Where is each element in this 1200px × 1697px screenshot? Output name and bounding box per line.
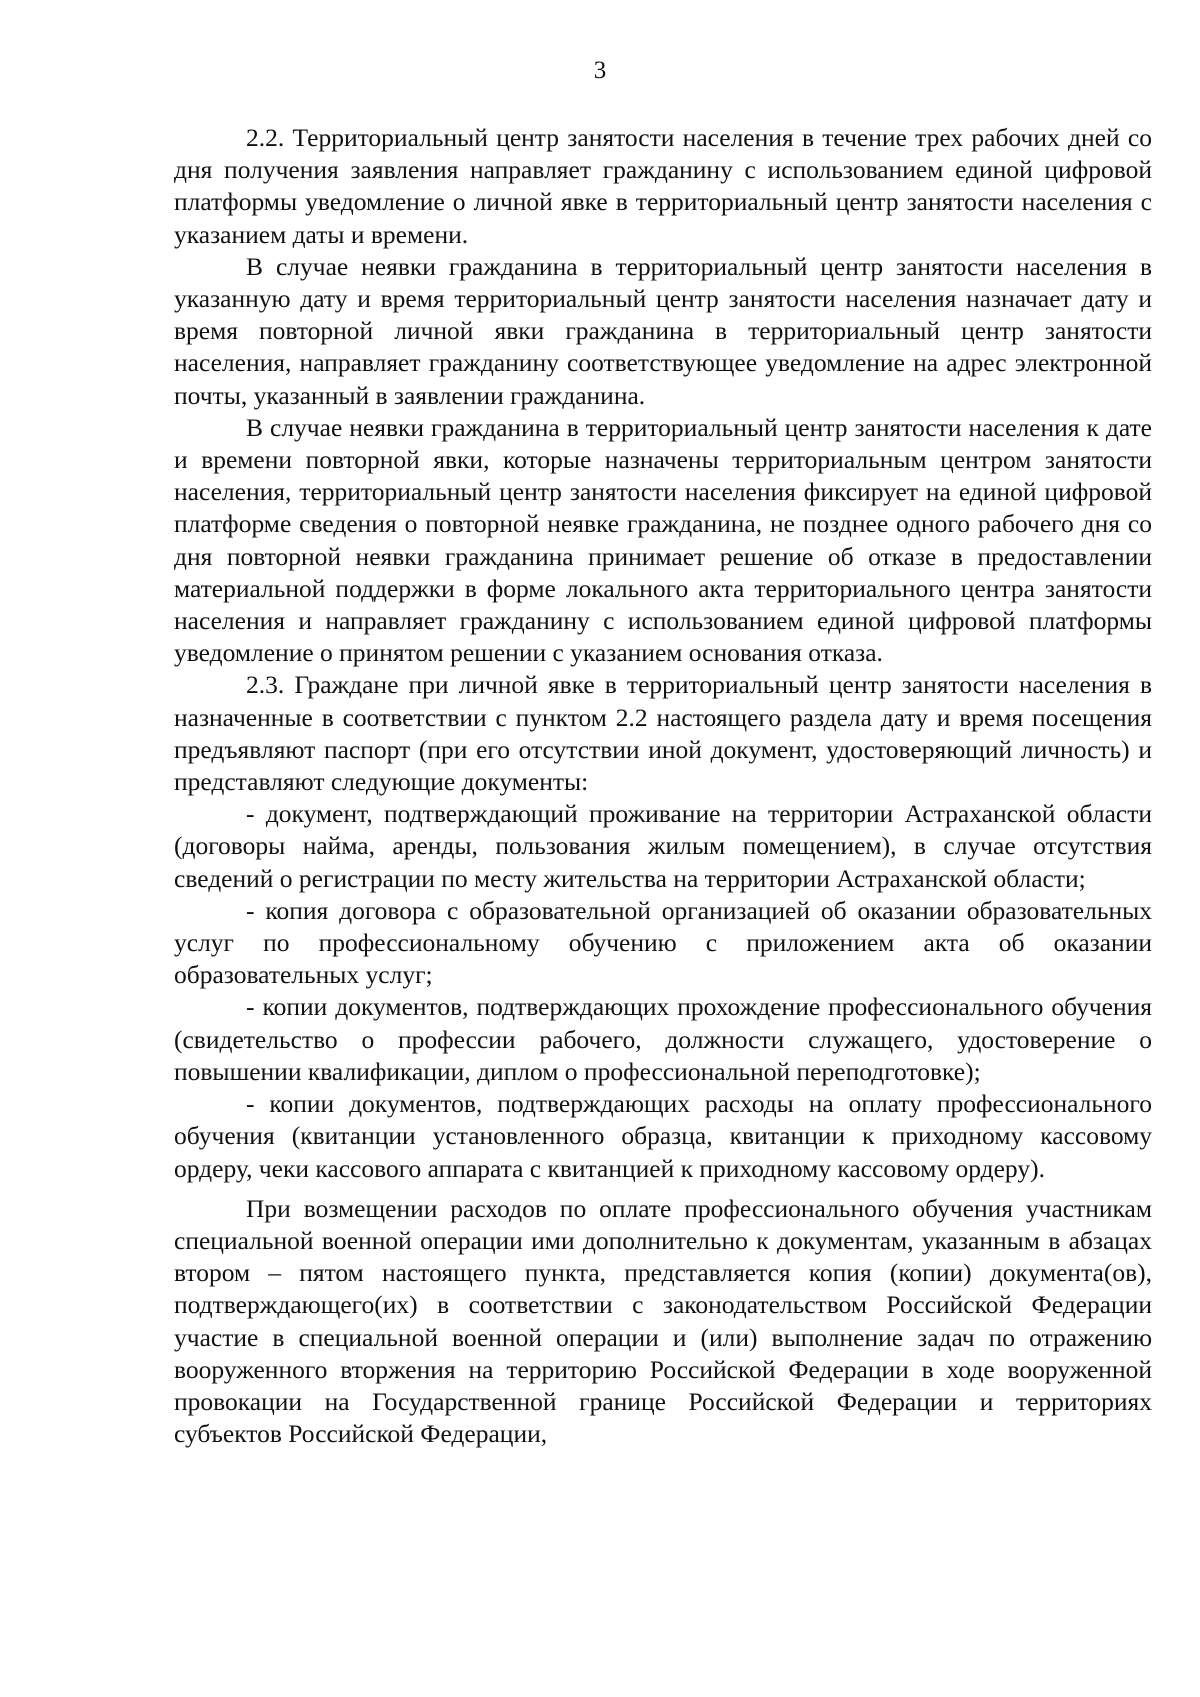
list-item-training-completion: - копии документов, подтверждающих прохождение профессионального обучения (свидетельство о профессии рабочего, должности служащего, удостоверение о повышении квалификации, диплом о профессиональной переподготовке);	[174, 992, 1152, 1086]
list-item-payment-documents: - копии документов, подтверждающих расходы на оплату профессионального обучения (квитанции установленного образца, квитанции к приходному кассовому ордеру, чеки кассового аппарата с квитанцией к приходному кассовому ордеру).	[174, 1089, 1152, 1183]
list-item-education-contract: - копия договора с образовательной организацией об оказании образовательных услуг по профессиональному обучению с приложением акта об оказании образовательных услуг;	[174, 895, 1152, 990]
paragraph-svo-participants: При возмещении расходов по оплате профессионального обучения участникам специальной военной операции ими дополнительно к документам, указанным в абзацах втором – пятом настоящего пункта, представляется копия (копии) документа(ов), подтверждающего(их) в соответствии с законодательством Российской Федерации участие в специальной военной операции и (или) выполнение задач по отражению вооруженного вторжения на территорию Российской Федерации в ходе вооруженной провокации на Государственной границе Российской Федерации и территориях субъектов Российской Федерации,	[174, 1193, 1152, 1449]
paragraph-no-show: В случае неявки гражданина в территориальный центр занятости населения в указанную дату и время территориальный центр занятости населения назначает дату и время повторной личной явки гражданина в территориальный центр занятости населения, направляет гражданину соответствующее уведомление на адрес электронной почты, указанный в заявлении гражданина.	[174, 251, 1152, 410]
page-number: 3	[593, 57, 607, 84]
paragraph-2-2: 2.2. Территориальный центр занятости населения в течение трех рабочих дней со дня получения заявления направляет гражданину с использованием единой цифровой платформы уведомление о личной явке в территориальный центр занятости населения с указанием даты и времени.	[174, 123, 1152, 249]
document-body	[174, 122, 1152, 1450]
paragraph-2-3: 2.3. Граждане при личной явке в территориальный центр занятости населения в назначенные в соответствии с пунктом 2.2 настоящего раздела дату и время посещения предъявляют паспорт (при его отсутствии иной документ, удостоверяющий личность) и представляют следующие документы:	[174, 670, 1152, 797]
list-item-residence-document: - документ, подтверждающий проживание на территории Астраханской области (договоры найма, аренды, пользования жилым помещением), в случае отсутствия сведений о регистрации по месту жительства на территории Астраханской области;	[174, 799, 1152, 893]
paragraph-repeat-no-show: В случае неявки гражданина в территориальный центр занятости населения к дате и времени повторной явки, которые назначены территориальным центром занятости населения, территориальный центр занятости населения фиксирует на единой цифровой платформе сведения о повторной неявке гражданина, не позднее одного рабочего дня со дня повторной неявки гражданина принимает решение об отказе в предоставлении материальной поддержки в форме локального акта территориального центра занятости населения и направляет гражданину с использованием единой цифровой платформы уведомление о принятом решении с указанием основания отказа.	[174, 412, 1152, 668]
